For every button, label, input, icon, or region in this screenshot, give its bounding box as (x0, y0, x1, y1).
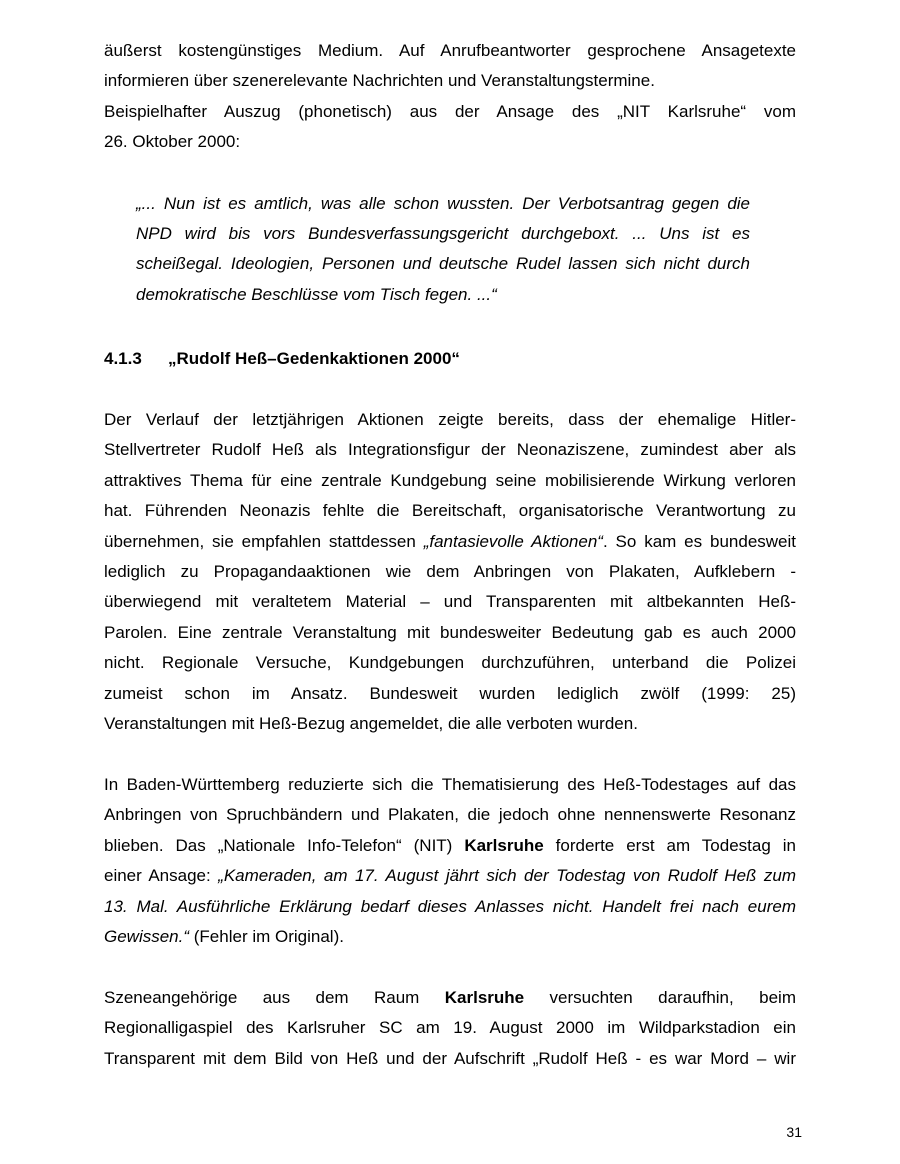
text-line (104, 861, 796, 891)
block-quote (136, 189, 750, 311)
text-line (104, 892, 796, 922)
text-line: Regionalligaspiel des Karlsruher SC am 19. August 2000 im Wildparkstadion ein (104, 1018, 796, 1038)
quote-line: „... Nun ist es amtlich, was alle schon wussten. Der Verbotsantrag gegen die (136, 193, 750, 213)
section-number: 4.1.3 (104, 349, 142, 369)
text-line: überwiegend mit veraltetem Material – und Transparenten mit altbekannten Heß- (104, 592, 796, 612)
text-line: informieren über szenerelevante Nachrichten und Veranstaltungstermine. (104, 71, 655, 91)
section-heading (104, 344, 796, 374)
page-number: 31 (786, 1124, 802, 1140)
text-run: forderte erst am Todestag in (543, 835, 797, 855)
text-line: 26. Oktober 2000: (104, 132, 241, 152)
text-line: Anbringen von Spruchbändern und Plakaten, die jedoch ohne nennenswerte Resonanz (104, 805, 796, 825)
paragraph-3 (104, 983, 796, 1074)
emphasis-quote: Gewissen.“ (104, 926, 190, 946)
text-line: Transparent mit dem Bild von Heß und der Aufschrift „Rudolf Heß - es war Mord – wir (104, 1048, 796, 1068)
text-line: hat. Führenden Neonazis fehlte die Bereitschaft, organisatorische Verantwortung zu (104, 501, 796, 521)
quote-line: scheißegal. Ideologien, Personen und deutsche Rudel lassen sich nicht durch (136, 254, 750, 274)
text-line: Beispielhafter Auszug (phonetisch) aus der Ansage des „NIT Karlsruhe“ vom (104, 101, 796, 121)
text-line: Der Verlauf der letztjährigen Aktionen zeigte bereits, dass der ehemalige Hitler- (104, 410, 796, 430)
document-page (104, 36, 796, 1074)
text-run: . So kam es bundesweit (602, 531, 797, 551)
quote-line: NPD wird bis vors Bundesverfassungsgericht durchgeboxt. ... Uns ist es (136, 224, 750, 244)
text-run: versuchten daraufhin, beim (524, 987, 796, 1007)
emphasis-quote: „Kameraden, am 17. August jährt sich der Todestag von Rudolf Heß zum (218, 866, 796, 886)
intro-paragraph (104, 36, 796, 158)
text-line: äußerst kostengünstiges Medium. Auf Anrufbeantworter gesprochene Ansagetexte (104, 41, 796, 60)
emphasis-quote: „fantasievolle Aktionen“ (423, 531, 603, 551)
bold-place-name: Karlsruhe (464, 835, 544, 855)
text-line: lediglich zu Propagandaaktionen wie dem Anbringen von Plakaten, Aufklebern - (104, 562, 796, 582)
text-run: (Fehler im Original). (189, 926, 344, 946)
paragraph-1 (104, 405, 796, 739)
text-line (104, 983, 796, 1013)
text-line: zumeist schon im Ansatz. Bundesweit wurden lediglich zwölf (1999: 25) (104, 683, 796, 703)
text-line (104, 922, 796, 952)
text-run: blieben. Das „Nationale Info-Telefon“ (NIT) (104, 835, 465, 855)
text-line (104, 831, 796, 861)
text-line (104, 527, 796, 557)
text-run: übernehmen, sie empfahlen stattdessen (104, 531, 424, 551)
paragraph-2 (104, 770, 796, 952)
text-line: Veranstaltungen mit Heß-Bezug angemeldet, die alle verboten wurden. (104, 714, 638, 734)
quote-line: demokratische Beschlüsse vom Tisch fegen. ...“ (136, 284, 497, 304)
text-line: nicht. Regionale Versuche, Kundgebungen durchzuführen, unterband die Polizei (104, 653, 796, 673)
text-line: Parolen. Eine zentrale Veranstaltung mit bundesweiter Bedeutung gab es auch 2000 (104, 622, 796, 642)
text-line: Stellvertreter Rudolf Heß als Integrationsfigur der Neonaziszene, zumindest aber als (104, 440, 796, 460)
text-run: Szeneangehörige aus dem Raum (104, 987, 445, 1007)
text-line: attraktives Thema für eine zentrale Kundgebung seine mobilisierende Wirkung verloren (104, 470, 796, 490)
bold-place-name: Karlsruhe (444, 987, 525, 1007)
section-title: „Rudolf Heß–Gedenkaktionen 2000“ (168, 349, 460, 369)
emphasis-quote: 13. Mal. Ausführliche Erklärung bedarf dieses Anlasses nicht. Handelt frei nach eurem (104, 896, 796, 916)
text-line: In Baden-Württemberg reduzierte sich die Thematisierung des Heß-Todestages auf das (104, 774, 796, 794)
text-run: einer Ansage: (104, 866, 219, 886)
